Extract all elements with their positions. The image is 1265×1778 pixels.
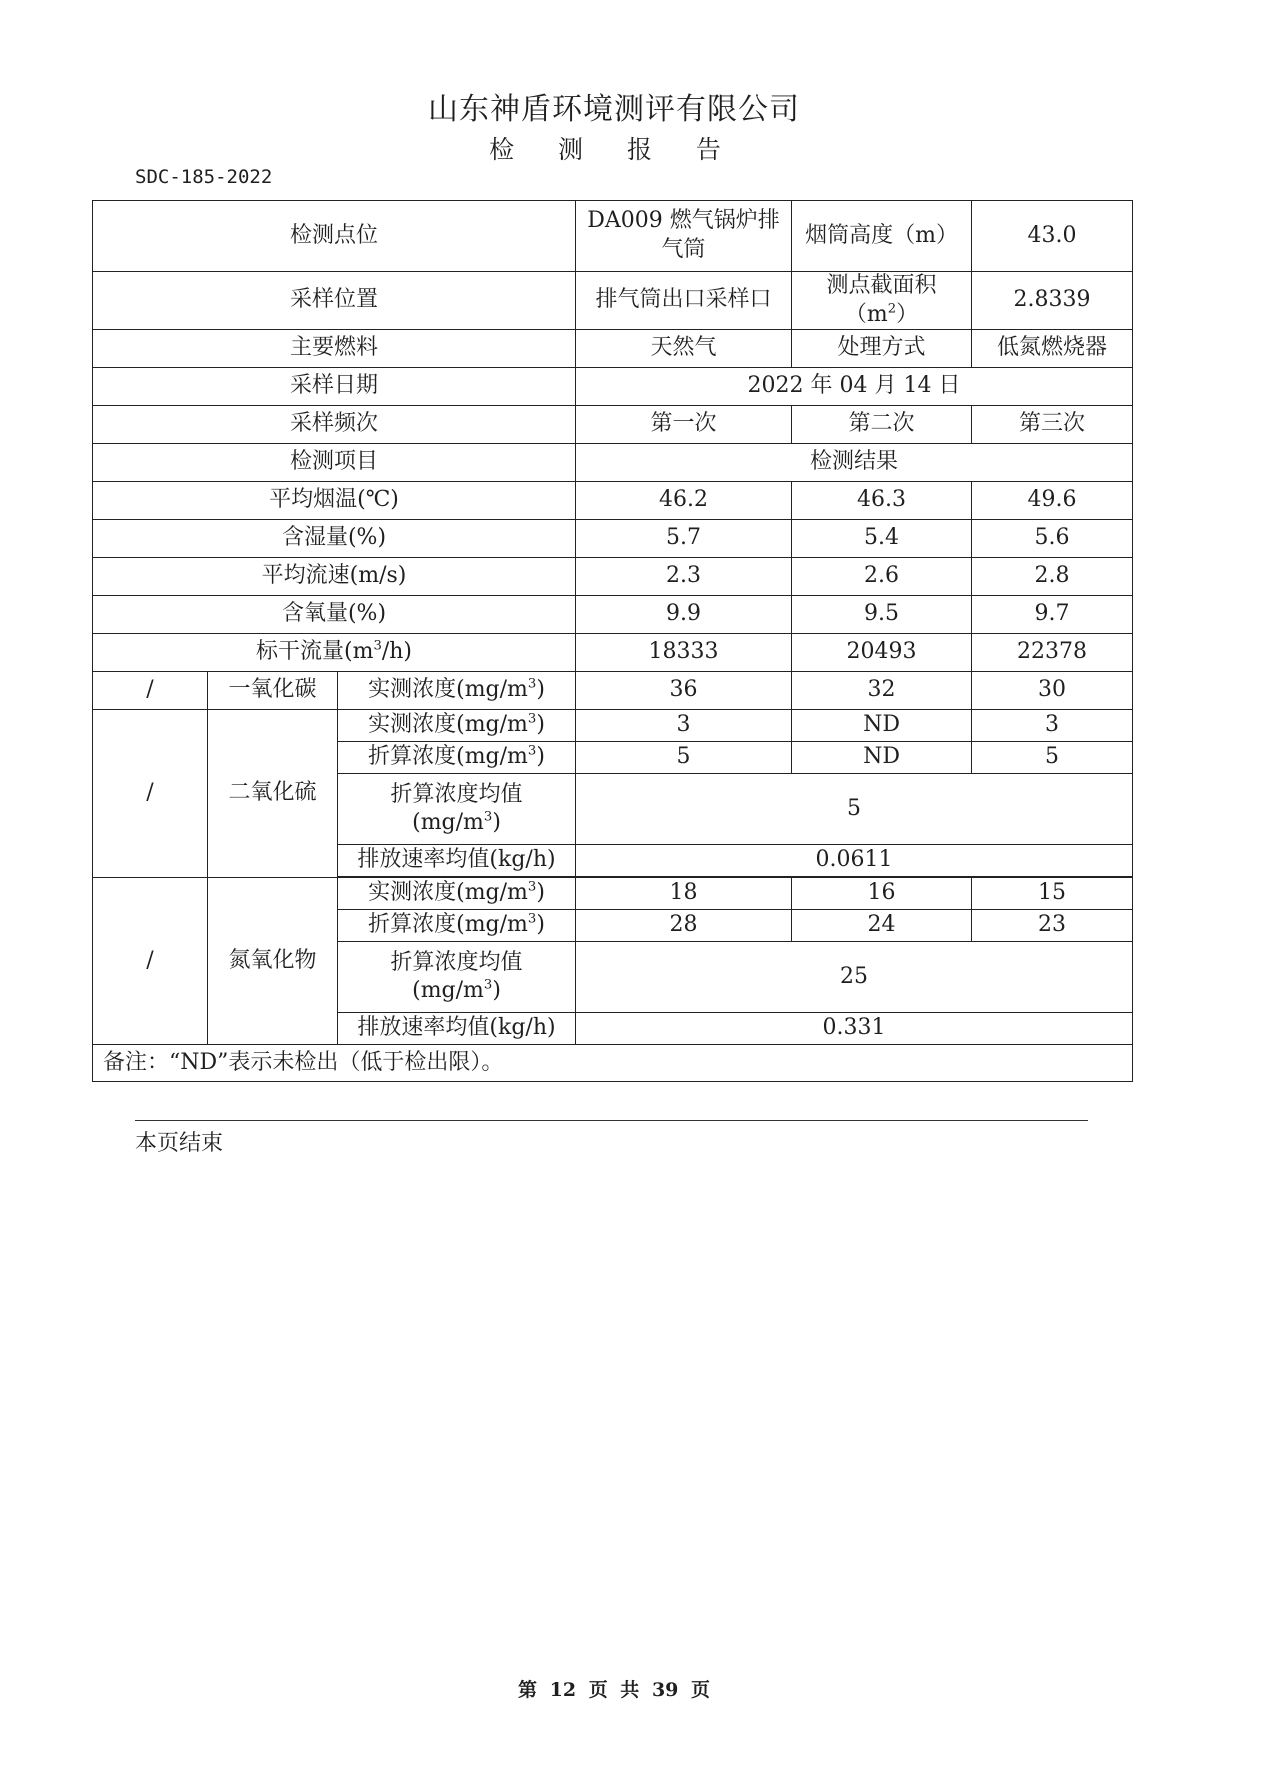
treatment-label: 处理方式 <box>792 330 972 368</box>
item-label: 检测项目 <box>93 444 576 482</box>
co-measured-value: 36 <box>576 672 792 710</box>
nox-rate-label: 排放速率均值(kg/h) <box>338 1013 576 1045</box>
so2-measured-value: ND <box>792 710 972 742</box>
stack-height-label: 烟筒高度（m） <box>792 201 972 272</box>
section-area-value: 2.8339 <box>972 272 1133 330</box>
frequency-label: 采样频次 <box>93 406 576 444</box>
co-measured-value: 30 <box>972 672 1133 710</box>
so2-converted-label: 折算浓度$(mg/m^3)$ <box>338 742 576 774</box>
flow-value: 22378 <box>972 634 1133 672</box>
footer-text: 页 <box>691 1679 711 1701</box>
so2-average-value: 5 <box>576 774 1133 845</box>
nox-rate-value: 0.331 <box>576 1013 1133 1045</box>
so2-average-label: 折算浓度均值 $(mg/m^3)$ <box>338 774 576 845</box>
company-name: 山东神盾环境测评有限公司 <box>428 92 800 127</box>
flow-value: 20493 <box>792 634 972 672</box>
table-row <box>93 558 1133 596</box>
date-label: 采样日期 <box>93 368 576 406</box>
param-label: 平均流速(m/s) <box>93 558 576 596</box>
table-row <box>93 520 1133 558</box>
nox-measured-label: 实测浓度$(mg/m^3)$ <box>338 878 576 910</box>
page-footer <box>0 1675 1228 1702</box>
result-label: 检测结果 <box>576 444 1133 482</box>
sampling-position-label: 采样位置 <box>93 272 576 330</box>
fuel-value: 天然气 <box>576 330 792 368</box>
section-area-label: 测点截面积$(m^2)$ <box>792 272 972 330</box>
treatment-value: 低氮燃烧器 <box>972 330 1133 368</box>
param-value: 2.8 <box>972 558 1133 596</box>
param-label: 含湿量(%) <box>93 520 576 558</box>
flow-label: 标干流量$(m^3/h)$ <box>93 634 576 672</box>
so2-rate-label: 排放速率均值(kg/h) <box>338 845 576 877</box>
table-row-header <box>93 444 1133 482</box>
param-value: 46.2 <box>576 482 792 520</box>
table-row-point <box>93 201 1133 272</box>
nox-measured-value: 15 <box>972 878 1133 910</box>
nox-converted-value: 24 <box>792 910 972 942</box>
table-row <box>93 482 1133 520</box>
co-measured-label: 实测浓度$(mg/m^3)$ <box>338 672 576 710</box>
point-label: 检测点位 <box>93 201 576 272</box>
report-title: 检 测 报 告 <box>489 135 739 164</box>
so2-name: 二氧化硫 <box>208 710 338 878</box>
nox-name: 氮氧化物 <box>208 878 338 1045</box>
page-total: 39 <box>651 1679 679 1701</box>
nox-measured-value: 16 <box>792 878 972 910</box>
date-value: 2022 年 04 月 14 日 <box>576 368 1133 406</box>
param-value: 46.3 <box>792 482 972 520</box>
report-number: SDC-185-2022 <box>135 166 273 188</box>
nox-converted-value: 23 <box>972 910 1133 942</box>
so2-converted-value: 5 <box>972 742 1133 774</box>
co-name: 一氧化碳 <box>208 672 338 710</box>
frequency-2: 第二次 <box>792 406 972 444</box>
param-value: 2.6 <box>792 558 972 596</box>
nox-average-label: 折算浓度均值 $(mg/m^3)$ <box>338 942 576 1013</box>
so2-measured-label: 实测浓度$(mg/m^3)$ <box>338 710 576 742</box>
so2-measured-value: 3 <box>972 710 1133 742</box>
table-row-nox-measured <box>93 878 1133 910</box>
footer-text: 页 共 <box>588 1679 640 1701</box>
param-value: 5.4 <box>792 520 972 558</box>
param-value: 9.7 <box>972 596 1133 634</box>
flow-value: 18333 <box>576 634 792 672</box>
co-slash: / <box>93 672 208 710</box>
end-divider <box>135 1120 1088 1121</box>
nox-slash: / <box>93 878 208 1045</box>
param-label: 含氧量(%) <box>93 596 576 634</box>
nox-converted-label: 折算浓度$(mg/m^3)$ <box>338 910 576 942</box>
so2-converted-value: 5 <box>576 742 792 774</box>
frequency-1: 第一次 <box>576 406 792 444</box>
nox-measured-value: 18 <box>576 878 792 910</box>
page-end-note: 本页结束 <box>135 1131 224 1156</box>
table-row-fuel <box>93 330 1133 368</box>
table-row-so2-measured <box>93 710 1133 742</box>
so2-slash: / <box>93 710 208 878</box>
fuel-label: 主要燃料 <box>93 330 576 368</box>
table-row-remark <box>93 1045 1133 1082</box>
param-value: 9.5 <box>792 596 972 634</box>
footer-text: 第 <box>517 1679 537 1701</box>
frequency-3: 第三次 <box>972 406 1133 444</box>
sampling-position-value: 排气筒出口采样口 <box>576 272 792 330</box>
point-value: DA009 燃气锅炉排气筒 <box>576 201 792 272</box>
test-results-table <box>92 200 1133 1082</box>
table-row-frequency <box>93 406 1133 444</box>
nox-average-value: 25 <box>576 942 1133 1013</box>
table-row-co <box>93 672 1133 710</box>
param-value: 49.6 <box>972 482 1133 520</box>
page-number: 12 <box>549 1679 577 1701</box>
co-measured-value: 32 <box>792 672 972 710</box>
so2-measured-value: 3 <box>576 710 792 742</box>
table-row <box>93 596 1133 634</box>
param-value: 9.9 <box>576 596 792 634</box>
param-label: 平均烟温(℃) <box>93 482 576 520</box>
table-row-flow <box>93 634 1133 672</box>
table-row-date <box>93 368 1133 406</box>
so2-rate-value: 0.0611 <box>576 845 1133 877</box>
stack-height-value: 43.0 <box>972 201 1133 272</box>
nox-converted-value: 28 <box>576 910 792 942</box>
param-value: 5.6 <box>972 520 1133 558</box>
table-row-sampling-position <box>93 272 1133 330</box>
param-value: 2.3 <box>576 558 792 596</box>
remark: 备注：“ND”表示未检出（低于检出限）。 <box>93 1045 1133 1082</box>
param-value: 5.7 <box>576 520 792 558</box>
so2-converted-value: ND <box>792 742 972 774</box>
